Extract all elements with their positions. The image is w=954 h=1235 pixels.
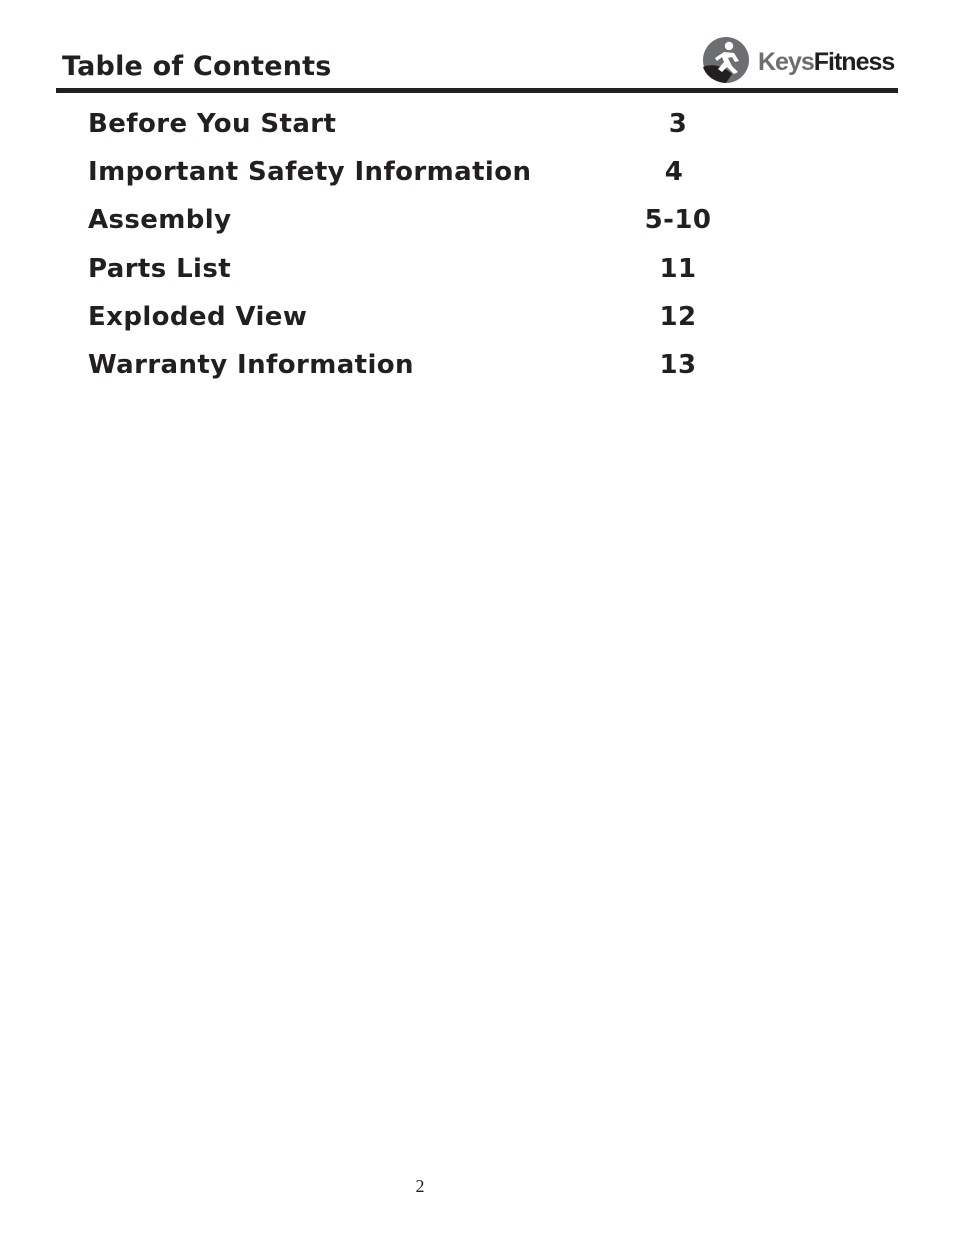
toc-entry-label: Parts List: [88, 254, 232, 284]
toc-entry-label: Assembly: [88, 205, 232, 235]
toc-entry-before-you-start: [88, 106, 728, 142]
page-number: 2: [415, 1176, 425, 1196]
toc-entry-exploded-view: [88, 299, 728, 335]
toc-entry-label: Warranty Information: [88, 350, 414, 380]
keys-fitness-runner-logo-icon: [702, 36, 750, 84]
toc-entry-label: Exploded View: [88, 302, 308, 332]
toc-entry-page: 12: [659, 302, 697, 332]
logo-text-keys: Keys: [758, 48, 814, 76]
toc-entry-assembly: [88, 202, 728, 238]
toc-entry-page: 3: [668, 109, 688, 139]
page-title: Table of Contents: [62, 51, 332, 82]
toc-entry-page: 5-10: [644, 205, 712, 235]
toc-entry-page: 13: [659, 350, 697, 380]
toc-entry-label: Before You Start: [88, 109, 337, 139]
title-divider: [56, 88, 898, 93]
toc-entry-label: Important Safety Information: [88, 157, 532, 187]
logo-text-fitness: Fitness: [813, 48, 895, 76]
toc-entry-parts-list: [88, 251, 728, 287]
logo-wordmark: [758, 48, 894, 76]
keys-fitness-logo: [702, 36, 902, 86]
toc-entry-important-safety-information: [88, 154, 728, 190]
toc-entry-warranty-information: [88, 347, 728, 383]
toc-entry-page: 11: [659, 254, 697, 284]
toc-entry-page: 4: [664, 157, 684, 187]
